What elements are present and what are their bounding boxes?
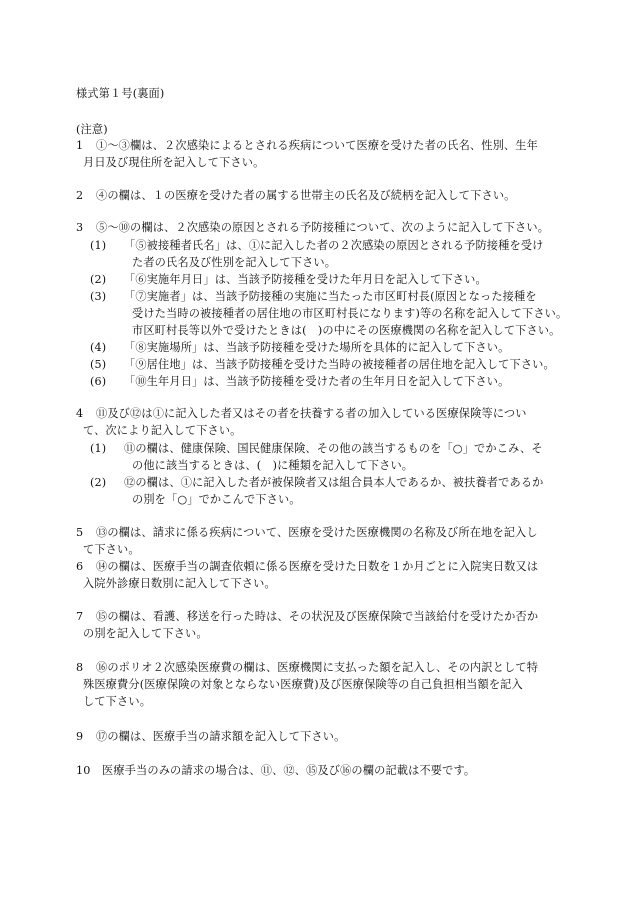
note-item-9 bbox=[76, 728, 556, 745]
note-line bbox=[76, 575, 556, 592]
subitem-line bbox=[76, 491, 556, 508]
note-number: 4 bbox=[76, 407, 84, 420]
note-number: 2 bbox=[76, 189, 84, 202]
note-line bbox=[76, 524, 556, 541]
note-line bbox=[76, 187, 556, 204]
note-number: 7 bbox=[76, 610, 84, 623]
note-item-5 bbox=[76, 524, 556, 558]
subitem-text: 受けた当時の被接種者の居住地の市区町村長になります)等の名称を記入して下さい。 bbox=[132, 307, 568, 320]
note-text: して下さい。 bbox=[83, 695, 152, 708]
note-item-2 bbox=[76, 187, 556, 204]
notes-heading-text: (注意) bbox=[76, 123, 108, 136]
subitem-text: 「⑩生年月日」は、当該予防接種を受けた者の生年月日を記入して下さい。 bbox=[124, 375, 510, 388]
note-line bbox=[76, 558, 556, 575]
subitem-text: 「⑤被接種者氏名」は、①に記入した者の２次感染の原因とされる予防接種を受け bbox=[124, 239, 544, 252]
subitem-text: 「⑥実施年月日」は、当該予防接種を受けた年月日を記入して下さい。 bbox=[124, 273, 487, 286]
note-text: て下さい。 bbox=[83, 543, 140, 556]
note-number: 8 bbox=[76, 661, 84, 674]
subitem-text: 市区町村長等以外で受けたときは( )の中にその医療機関の名称を記入して下さい。 bbox=[132, 324, 561, 337]
note-line bbox=[76, 693, 556, 710]
note-line bbox=[76, 422, 556, 439]
subitem-text: 「⑦実施者」は、当該予防接種の実施に当たった市区町村長(原因となった接種を bbox=[124, 290, 537, 303]
note-line bbox=[76, 676, 556, 693]
subitem-number: (2) bbox=[90, 273, 107, 286]
note-3-subitems bbox=[76, 237, 568, 390]
subitem-text: 「⑧実施場所」は、当該予防接種を受けた場所を具体的に記入して下さい。 bbox=[124, 341, 510, 354]
subitem-line bbox=[76, 237, 556, 254]
notes-heading bbox=[76, 121, 556, 138]
note-number: 5 bbox=[76, 526, 84, 539]
subitem-line bbox=[76, 254, 556, 271]
note-text: の別を記入して下さい。 bbox=[83, 627, 208, 640]
note-item-4 bbox=[76, 405, 556, 439]
note-text: て、次により記入して下さい。 bbox=[83, 424, 242, 437]
note-line bbox=[76, 728, 556, 745]
note-line bbox=[76, 608, 556, 625]
note-number: 3 bbox=[76, 221, 84, 234]
note-text: ⑯のポリオ２次感染医療費の欄は、医療機関に支払った額を記入し、その内訳として特 bbox=[96, 661, 539, 674]
note-number: 6 bbox=[76, 560, 84, 573]
note-text: ⑭の欄は、医療手当の調査依頼に係る医療を受けた日数を１か月ごとに入院実日数又は bbox=[96, 560, 539, 573]
note-text: 殊医療費分(医療保険の対象とならない医療費)及び医療保険等の自己負担相当額を記入 bbox=[83, 678, 523, 691]
subitem-line bbox=[76, 457, 556, 474]
note-text: ⑤～⑩の欄は、２次感染の原因とされる予防接種について、次のように記入して下さい。 bbox=[96, 221, 550, 234]
note-text: 入院外診療日数別に記入して下さい。 bbox=[83, 577, 276, 590]
form-title bbox=[76, 85, 556, 102]
note-line bbox=[76, 154, 556, 171]
subitem-text: の別を「○」でかこんで下さい。 bbox=[132, 493, 301, 506]
subitem-text: ⑪の欄は、健康保険、国民健康保険、その他の該当するものを「○」でかこみ、そ bbox=[124, 442, 543, 455]
subitem-line bbox=[76, 288, 556, 305]
subitem-number: (6) bbox=[90, 375, 107, 388]
subitem-line bbox=[76, 322, 561, 339]
note-text: 医療手当のみの請求の場合は、⑪、⑫、⑮及び⑯の欄の記載は不要です。 bbox=[102, 764, 476, 777]
subitem-text: ⑫の欄は、①に記入した者が被保険者又は組合員本人であるか、被扶養者であるか bbox=[124, 476, 544, 489]
note-text: ⑬の欄は、請求に係る疾病について、医療を受けた医療機関の名称及び所在地を記入し bbox=[96, 526, 538, 539]
note-item-6 bbox=[76, 558, 556, 592]
subitem-number: (2) bbox=[90, 476, 107, 489]
note-line bbox=[76, 541, 556, 558]
note-line bbox=[76, 659, 556, 676]
note-text: 月日及び現住所を記入して下さい。 bbox=[83, 156, 265, 169]
note-line bbox=[76, 137, 556, 154]
note-number: 1 bbox=[76, 139, 84, 152]
subitem-line bbox=[76, 373, 556, 390]
note-text: ⑮の欄は、看護、移送を行った時は、その状況及び医療保険で当該給付を受けたか否か bbox=[96, 610, 539, 623]
note-item-8 bbox=[76, 659, 556, 710]
subitem-line bbox=[76, 305, 568, 322]
note-line bbox=[76, 219, 556, 236]
subitem-line bbox=[76, 474, 556, 491]
subitem-text: の他に該当するときは、( )に種類を記入して下さい。 bbox=[132, 459, 414, 472]
note-4-subitems bbox=[76, 440, 556, 508]
subitem-line bbox=[76, 271, 556, 288]
subitem-number: (5) bbox=[90, 358, 107, 371]
note-text: ⑪及び⑫は①に記入した者又はその者を扶養する者の加入している医療保険等につい bbox=[96, 407, 527, 420]
note-item-3 bbox=[76, 219, 556, 236]
subitem-line bbox=[76, 339, 556, 356]
subitem-text: た者の氏名及び性別を記入して下さい。 bbox=[132, 256, 337, 269]
note-item-7 bbox=[76, 608, 556, 642]
subitem-text: 「⑨居住地」は、当該予防接種を受けた当時の被接種者の居住地を記入して下さい。 bbox=[124, 358, 555, 371]
note-number: 9 bbox=[76, 730, 84, 743]
note-text: ④の欄は、１の医療を受けた者の属する世帯主の氏名及び続柄を記入して下さい。 bbox=[96, 189, 516, 202]
note-line bbox=[76, 762, 556, 779]
subitem-line bbox=[76, 356, 556, 373]
note-line bbox=[76, 405, 556, 422]
note-item-10 bbox=[76, 762, 556, 779]
subitem-number: (3) bbox=[90, 290, 107, 303]
note-text: ①～③欄は、２次感染によるとされる疾病について医療を受けた者の氏名、性別、生年 bbox=[96, 139, 538, 152]
subitem-number: (1) bbox=[90, 239, 107, 252]
subitem-line bbox=[76, 440, 556, 457]
subitem-number: (1) bbox=[90, 442, 107, 455]
note-number: 10 bbox=[76, 764, 91, 777]
note-item-1 bbox=[76, 137, 556, 171]
form-title-text: 様式第１号(裏面) bbox=[76, 87, 165, 100]
subitem-number: (4) bbox=[90, 341, 107, 354]
note-line bbox=[76, 625, 556, 642]
note-text: ⑰の欄は、医療手当の請求額を記入して下さい。 bbox=[96, 730, 346, 743]
